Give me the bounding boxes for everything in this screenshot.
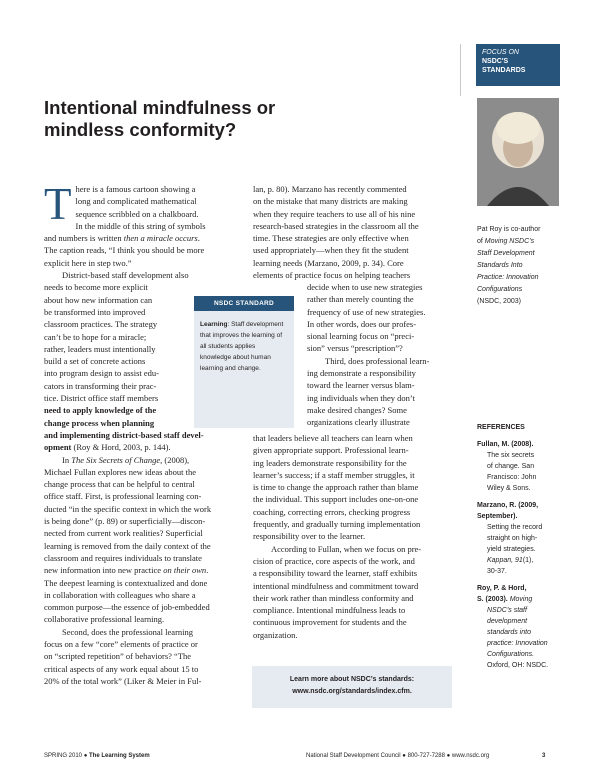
text-line: ing individuals when they don’t [307, 392, 415, 403]
ref-line: Configurations. [487, 651, 535, 658]
text-line: tice. District office staff members [44, 393, 159, 404]
text-line: sequence scribbled on a chalkboard. [75, 208, 199, 219]
section-tag-line2: NSDC'S [482, 58, 509, 65]
section-tag-line3: STANDARDS [482, 67, 526, 74]
text-line: time. These strategies are only effective when [253, 233, 409, 244]
bio-italic: Moving NSDC’s [484, 238, 535, 245]
standard-heading: NSDC STANDARD [194, 296, 294, 311]
text-line: the individual. This support includes one-on-one [253, 494, 419, 505]
text-line: research-based strategies in the classroom all the [253, 220, 419, 231]
text-line: cision of practice, core aspects of the work, and [253, 555, 415, 566]
text-line: about how new information can [44, 294, 153, 305]
text-line: long and complicated mathematical [75, 196, 197, 207]
text-line: Third, does professional learn- [325, 355, 430, 366]
standard-body [194, 311, 294, 374]
text-line: given appropriate support. Professional learn- [253, 445, 409, 456]
standards-link[interactable]: www.nsdc.org/standards/index.cfm. [292, 688, 412, 695]
text-line: in collaboration with colleagues who share a [44, 589, 196, 600]
ref-italic: Moving [507, 596, 533, 603]
text-line: sion” versus “prescription”? [307, 343, 403, 354]
text-line: here is a famous cartoon showing a [75, 184, 196, 194]
text-line: is time to change the approach rather than blame [253, 482, 419, 493]
text-line: collaborative professional learning. [44, 614, 165, 625]
text-line: 20% of the total work” (Liker & Meier in Ful- [44, 675, 202, 686]
bio-line [477, 236, 567, 248]
text-line: explicit here in step two.” [44, 257, 132, 268]
text-line: District-based staff development also [62, 270, 189, 281]
text-line: rather, leaders must intentionally [44, 343, 156, 354]
text-line: into program design to assist edu- [44, 368, 159, 379]
text-line: rather than merely counting the [307, 294, 414, 305]
ref-line [487, 555, 567, 566]
text-line: learning is removed from the daily context of the [44, 540, 211, 551]
ref-line: development [487, 618, 528, 625]
footer-right [306, 752, 489, 760]
text-line: In the middle of this string of symbols [75, 220, 206, 231]
ref-line: NSDC’s staff [487, 607, 527, 614]
text-line: sional learning focus on “preci- [307, 331, 415, 342]
bio-text: of [477, 238, 485, 245]
bold-line: opment [44, 442, 72, 453]
ref-line: Setting the record [487, 524, 543, 531]
ref-line [477, 594, 567, 605]
column-1 [44, 179, 249, 687]
ref-line: The six secrets [487, 452, 535, 459]
article-title [44, 97, 374, 141]
paragraph-5 [253, 183, 458, 281]
ref-text: S. (2003). [477, 596, 508, 603]
paragraph-1 [44, 179, 249, 232]
text-line: The caption reads, “I think you should be more [44, 245, 205, 256]
footer-org: National Staff Development Council ● 800-727-7288 ● www.nsdc.org [306, 753, 490, 759]
learn-more-text: Learn more about NSDC’s standards: [289, 676, 415, 683]
reference-author [477, 500, 567, 522]
text-span: . [206, 565, 209, 576]
text-line: ing leaders demonstrate responsibility for the [253, 457, 407, 468]
text-line: office staff. First, is professional learning con- [44, 491, 202, 502]
author-photo [477, 98, 559, 206]
bold-line: change process when planning [44, 417, 155, 428]
footer-publication: The Learning System [89, 753, 150, 759]
text-line: a responsibility toward the learner, staff exhibits [253, 568, 418, 579]
page-number: 3 [542, 753, 546, 759]
ref-line: 30-37. [487, 568, 507, 575]
ref-line: straight on high- [487, 535, 538, 542]
ref-text: (1), [522, 557, 534, 564]
ref-line: September). [477, 513, 518, 520]
footer-issue: SPRING 2010 [44, 753, 83, 759]
text-line: According to Fullan, when we focus on pre- [271, 543, 422, 554]
text-line: focus on a few “core” elements of practice or [44, 638, 198, 649]
ref-line: of change. San [487, 463, 535, 470]
text-line: ing demonstrate a responsibility [307, 368, 416, 379]
text-span: . [197, 233, 200, 244]
column-2-top [253, 183, 458, 281]
footer-left [44, 752, 150, 760]
text-line: needs to become more explicit [44, 282, 148, 293]
text-line: intentional mindfulness and commitment toward [253, 580, 419, 591]
nsdc-standard-box [194, 296, 294, 428]
text-line: their work rather than mindless conformity and [253, 592, 414, 603]
references [477, 422, 567, 671]
text-line: is being done” (p. 89) or superficially—discon- [44, 516, 206, 527]
reference-body [477, 450, 567, 494]
text-line: ducted “in the specific context in which the work [44, 503, 212, 514]
text-line: on the mistake that many districts are making [253, 196, 408, 207]
text-line: build a set of concrete actions [44, 356, 146, 367]
text-span: new information into new practice [44, 565, 164, 576]
ref-journal: Kappan, 91 [487, 557, 523, 564]
text-line: cators in transforming their prac- [44, 380, 157, 391]
author-bio [477, 224, 567, 308]
text-line: Michael Fullan explores new ideas about the [44, 466, 197, 477]
text-line: can’t be to hope for a miracle; [44, 331, 147, 342]
text-line: frequently, and gradually turning implementation [253, 519, 421, 530]
ref-line: Roy, P. & Hord, [477, 585, 527, 592]
drop-cap: T [44, 179, 72, 229]
text-line: organization. [253, 629, 298, 640]
ref-line: Marzano, R. (2009, [477, 502, 539, 509]
text-line: elements of practice focus on helping teachers [253, 270, 411, 281]
standard-label: Learning [200, 321, 228, 328]
ref-line: Wiley & Sons. [487, 485, 531, 492]
text-span: and numbers is written [44, 233, 124, 244]
standard-text: : Staff development that improves the learning of all students applies knowledge about human learning and change. [200, 321, 284, 372]
text-italic: then a miracle occurs [123, 233, 198, 244]
bio-line: Pat Roy is co-author [477, 226, 541, 233]
bio-italic-line: Staff Development [477, 250, 535, 257]
text-line: that leaders believe all teachers can learn when [253, 433, 413, 443]
bold-line: need to apply knowledge of the [44, 405, 157, 416]
text-line: continuous improvement for students and the [253, 617, 407, 628]
section-tag-line1: FOCUS ON [482, 49, 519, 56]
bold-line: and implementing district-based staff devel- [44, 429, 204, 440]
bio-line: (NSDC, 2003) [477, 298, 521, 305]
book-title: The Six Secrets of Change, [71, 454, 163, 465]
citation: (Roy & Hord, 2003, p. 144). [71, 442, 171, 453]
bio-italic-line: Configurations [477, 286, 523, 293]
text-line: used appropriately—when they fit the student [253, 245, 409, 256]
paragraph-1-end [44, 232, 249, 269]
ref-line: practice: Innovation [487, 640, 548, 647]
text-span: (2008), [162, 454, 190, 465]
text-line: common purpose—the essence of job-embedded [44, 602, 210, 613]
text-line: organizations clearly illustrate [307, 417, 410, 428]
learn-more-box [252, 666, 452, 708]
text-line: make desired changes? Some [307, 404, 407, 415]
text-line: nected from current work realities? Superficial [44, 528, 203, 539]
text-line: The deepest learning is contextualized and done [44, 577, 208, 588]
paragraph-3 [44, 454, 249, 626]
column-2-bottom [253, 432, 458, 641]
text-line: toward the learner versus blam- [307, 380, 415, 391]
text-line: critical aspects of any work equal about 15 to [44, 663, 199, 674]
article-title-line2: mindless conformity? [44, 119, 237, 140]
ref-line: Oxford, OH: NSDC. [487, 662, 549, 669]
paragraph-6 [253, 432, 458, 543]
reference-author [477, 583, 567, 605]
text-italic: on their own [163, 565, 207, 576]
reference-body [477, 522, 567, 577]
text-line: classroom and requires individuals to translate [44, 552, 202, 563]
ref-line: Francisco: John [487, 474, 537, 481]
text-line: learning needs (Marzano, 2009, p. 34). Core [253, 257, 404, 268]
divider-line [460, 44, 461, 96]
reference-body [477, 605, 567, 671]
paragraph-5-cont [307, 281, 457, 429]
text-line: learner’s success; if a staff member struggles, it [253, 469, 415, 480]
text-line: coaching, correcting errors, checking progress [253, 506, 411, 517]
text-line: Second, does the professional learning [62, 626, 194, 637]
text-line: when they require teachers to use all of his nine [253, 208, 416, 219]
text-line: decide when to use new strategies [307, 282, 423, 292]
text-line: compliance. Intentional mindfulness leads to [253, 605, 406, 616]
text-line: change process that can be helpful to central [44, 479, 195, 490]
ref-line: yield strategies. [487, 546, 536, 553]
text-line: on “scripted repetition” of behaviors? “The [44, 651, 192, 662]
ref-line: standards into [487, 629, 531, 636]
text-line: responsibility over to the learner. [253, 531, 366, 542]
text-line: lan, p. 80). Marzano has recently commented [253, 184, 407, 194]
text-line: be transformed into improved [44, 306, 146, 317]
text-line: classroom practices. The strategy [44, 319, 158, 330]
bullet-icon: ● [83, 753, 88, 759]
bio-italic-line: Practice: Innovation [477, 274, 539, 281]
references-heading: REFERENCES [477, 424, 525, 431]
paragraph-7 [253, 543, 458, 641]
bio-italic-line: Standards Into [477, 262, 523, 269]
paragraph-4 [44, 626, 249, 687]
column-2-narrow [307, 281, 457, 429]
section-tag [476, 44, 560, 86]
text-line: frequency of use of new strategies. [307, 306, 426, 317]
article-title-line1: Intentional mindfulness or [44, 97, 276, 118]
reference-author: Fullan, M. (2008). [477, 441, 534, 448]
text-span: In [62, 454, 72, 465]
text-line: In other words, does our profes- [307, 318, 417, 329]
